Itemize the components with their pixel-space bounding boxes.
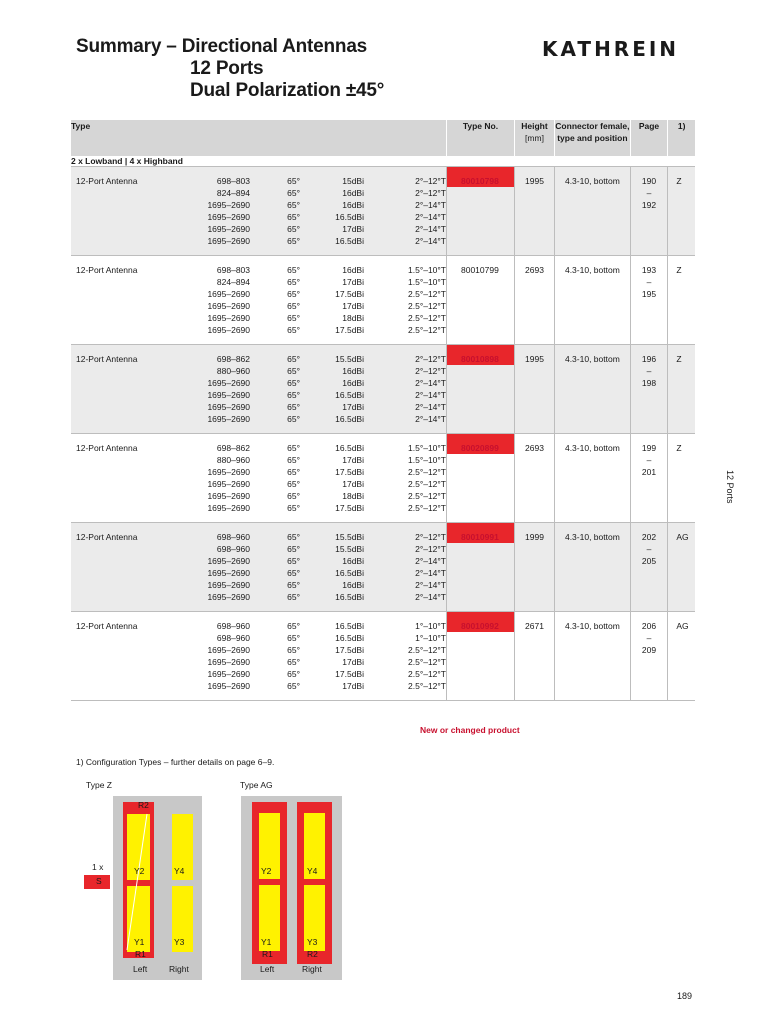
type-no-cell (447, 345, 515, 434)
height-value: 1995 (525, 354, 544, 364)
connector-cell (555, 345, 631, 434)
header-config: 1) (668, 120, 695, 156)
band-value: 17.5dBi (335, 669, 364, 679)
band-value: 2.5°–12°T (408, 669, 446, 679)
header-height: Height [mm] (514, 120, 554, 156)
title-line-1: Summary – Directional Antennas (76, 36, 368, 57)
band-value: 65° (287, 212, 300, 222)
page-cell (630, 523, 668, 612)
band-specs (168, 620, 446, 692)
band-value: 1695–2690 (207, 212, 250, 222)
band-value: 2°–12°T (415, 188, 446, 198)
type-no-cell (447, 612, 515, 701)
band-value: 15.5dBi (335, 544, 364, 554)
band-value: 65° (287, 503, 300, 513)
config-cell (668, 434, 695, 523)
band-value: 2°–12°T (415, 532, 446, 542)
band-value: 698–960 (216, 532, 250, 542)
band-value: 16dBi (342, 200, 364, 210)
table-row (71, 256, 695, 345)
band-value: 698–862 (216, 443, 250, 453)
type-no-cell (447, 434, 515, 523)
band-value: 16dBi (342, 366, 364, 376)
band-value: 1695–2690 (207, 503, 250, 513)
type-no: 80010898 (447, 345, 514, 365)
config-cell (668, 612, 695, 701)
band-value: 1695–2690 (207, 301, 250, 311)
band-value: 2°–14°T (415, 390, 446, 400)
band-value: 65° (287, 669, 300, 679)
type-no: 80020899 (447, 434, 514, 454)
type-z-right: Right (169, 964, 189, 974)
title-line-3: Dual Polarization ±45° (190, 80, 385, 101)
type-z-panel (113, 796, 202, 980)
band-value: 17dBi (342, 479, 364, 489)
band-value: 16dBi (342, 378, 364, 388)
page-range: 193 – 195 (641, 265, 657, 299)
type-z-r2: R2 (138, 800, 149, 810)
height-value: 2693 (525, 443, 544, 453)
band-value: 18dBi (342, 313, 364, 323)
height-value: 1999 (525, 532, 544, 542)
band-value: 2.5°–12°T (408, 325, 446, 335)
height-cell (514, 345, 554, 434)
band-value: 2°–14°T (415, 212, 446, 222)
height-value: 1995 (525, 176, 544, 186)
band-value: 880–960 (216, 455, 250, 465)
band-value: 1695–2690 (207, 580, 250, 590)
band-value: 15.5dBi (335, 354, 364, 364)
band-value: 65° (287, 176, 300, 186)
band-value: 2°–14°T (415, 580, 446, 590)
type-no-cell (447, 523, 515, 612)
band-value: 65° (287, 265, 300, 275)
band-value: 17dBi (342, 224, 364, 234)
band-value: 1.5°–10°T (408, 443, 446, 453)
config-value: Z (676, 443, 682, 453)
band-value: 15dBi (342, 176, 364, 186)
band-value: 17.5dBi (335, 503, 364, 513)
band-value: 65° (287, 455, 300, 465)
summary-table (71, 120, 695, 701)
connector-cell (555, 523, 631, 612)
band-value: 1695–2690 (207, 236, 250, 246)
table-row (71, 167, 695, 256)
band-value: 2.5°–12°T (408, 479, 446, 489)
type-name: 12-Port Antenna (76, 265, 138, 275)
title-line-2: 12 Ports (190, 58, 264, 79)
band-value: 880–960 (216, 366, 250, 376)
type-ag-y3: Y3 (307, 937, 318, 947)
band-value: 16dBi (342, 188, 364, 198)
band-value: 2.5°–12°T (408, 657, 446, 667)
table-row (71, 612, 695, 701)
band-value: 1°–10°T (415, 633, 446, 643)
band-value: 65° (287, 390, 300, 400)
header-page: Page (630, 120, 668, 156)
type-cell (71, 523, 447, 612)
band-value: 65° (287, 633, 300, 643)
band-value: 65° (287, 354, 300, 364)
connector-cell (555, 434, 631, 523)
band-value: 65° (287, 491, 300, 501)
band-value: 2.5°–12°T (408, 681, 446, 691)
band-value: 2°–14°T (415, 236, 446, 246)
type-no: 80010798 (447, 167, 514, 187)
band-value: 2°–14°T (415, 592, 446, 602)
band-value: 65° (287, 556, 300, 566)
page-range: 190 – 192 (641, 176, 657, 210)
config-footnote: 1) Configuration Types – further details on page 6–9. (76, 757, 275, 767)
type-ag-left: Left (260, 964, 275, 974)
page-range: 196 – 198 (641, 354, 657, 388)
band-value: 17.5dBi (335, 467, 364, 477)
connector-cell (555, 256, 631, 345)
type-ag-r2: R2 (307, 949, 318, 959)
band-value: 1695–2690 (207, 479, 250, 489)
type-name: 12-Port Antenna (76, 176, 138, 186)
band-value: 65° (287, 568, 300, 578)
band-specs (168, 264, 446, 336)
type-z-ext-label: 1 x (92, 862, 104, 872)
band-value: 65° (287, 467, 300, 477)
band-value: 1695–2690 (207, 414, 250, 424)
band-value: 1695–2690 (207, 200, 250, 210)
band-value: 16.5dBi (335, 390, 364, 400)
table-row (71, 434, 695, 523)
band-value: 65° (287, 443, 300, 453)
page-title (76, 36, 384, 102)
page-cell (630, 612, 668, 701)
band-value: 698–803 (216, 265, 250, 275)
type-name: 12-Port Antenna (76, 532, 138, 542)
band-value: 824–894 (216, 188, 250, 198)
page-cell (630, 345, 668, 434)
band-value: 824–894 (216, 277, 250, 287)
band-value: 16.5dBi (335, 621, 364, 631)
band-value: 2.5°–12°T (408, 645, 446, 655)
side-tab-label: 12 Ports (725, 470, 735, 504)
type-z-link-line (123, 802, 154, 958)
type-name: 12-Port Antenna (76, 621, 138, 631)
band-value: 2.5°–12°T (408, 301, 446, 311)
connector-value: 4.3-10, bottom (564, 621, 620, 631)
page-range: 202 – 205 (641, 532, 657, 566)
band-value: 17dBi (342, 455, 364, 465)
band-value: 1695–2690 (207, 645, 250, 655)
type-no-cell (447, 256, 515, 345)
band-value: 2°–14°T (415, 224, 446, 234)
band-value: 17dBi (342, 301, 364, 311)
band-value: 65° (287, 224, 300, 234)
band-value: 1.5°–10°T (408, 277, 446, 287)
band-value: 1695–2690 (207, 657, 250, 667)
config-value: Z (676, 354, 682, 364)
band-value: 2.5°–12°T (408, 503, 446, 513)
type-z-ext-port: S (84, 875, 110, 889)
page-range: 199 – 201 (641, 443, 657, 477)
height-cell (514, 612, 554, 701)
band-value: 698–803 (216, 176, 250, 186)
type-cell (71, 345, 447, 434)
height-cell (514, 256, 554, 345)
type-cell (71, 256, 447, 345)
band-value: 65° (287, 366, 300, 376)
band-value: 17dBi (342, 657, 364, 667)
type-cell (71, 434, 447, 523)
config-cell (668, 345, 695, 434)
type-ag-label: Type AG (240, 780, 273, 790)
type-name: 12-Port Antenna (76, 354, 138, 364)
band-specs (168, 175, 446, 247)
band-value: 2.5°–12°T (408, 467, 446, 477)
connector-value: 4.3-10, bottom (564, 265, 620, 275)
band-value: 2°–14°T (415, 568, 446, 578)
band-value: 65° (287, 289, 300, 299)
band-value: 65° (287, 200, 300, 210)
type-ag-y1: Y1 (261, 937, 272, 947)
type-no: 80010991 (447, 523, 514, 543)
type-z-label: Type Z (86, 780, 112, 790)
band-value: 2°–14°T (415, 414, 446, 424)
type-name: 12-Port Antenna (76, 443, 138, 453)
band-value: 1695–2690 (207, 325, 250, 335)
table-row (71, 523, 695, 612)
type-ag-panel (241, 796, 342, 980)
band-value: 65° (287, 277, 300, 287)
band-value: 2.5°–12°T (408, 289, 446, 299)
type-cell (71, 612, 447, 701)
band-value: 698–960 (216, 633, 250, 643)
config-value: AG (676, 621, 689, 631)
band-value: 2°–12°T (415, 176, 446, 186)
band-value: 65° (287, 681, 300, 691)
type-no-cell (447, 167, 515, 256)
config-value: Z (676, 176, 682, 186)
band-value: 2.5°–12°T (408, 313, 446, 323)
height-cell (514, 167, 554, 256)
band-value: 16.5dBi (335, 212, 364, 222)
band-value: 65° (287, 236, 300, 246)
band-value: 65° (287, 592, 300, 602)
connector-value: 4.3-10, bottom (564, 532, 620, 542)
height-value: 2671 (525, 621, 544, 631)
connector-cell (555, 167, 631, 256)
band-value: 65° (287, 188, 300, 198)
type-z-y1: Y1 (134, 937, 145, 947)
header-type: Type (71, 120, 447, 156)
band-value: 2°–14°T (415, 378, 446, 388)
height-cell (514, 434, 554, 523)
band-value: 65° (287, 532, 300, 542)
band-value: 65° (287, 580, 300, 590)
connector-value: 4.3-10, bottom (564, 443, 620, 453)
band-value: 65° (287, 301, 300, 311)
type-no: 80010799 (461, 265, 499, 275)
band-value: 15.5dBi (335, 532, 364, 542)
page-cell (630, 256, 668, 345)
header-connector: Connector female, type and position (555, 120, 631, 156)
config-cell (668, 256, 695, 345)
band-value: 65° (287, 657, 300, 667)
band-value: 16dBi (342, 580, 364, 590)
band-value: 65° (287, 621, 300, 631)
band-value: 1695–2690 (207, 669, 250, 679)
type-z-r1: R1 (135, 949, 146, 959)
band-specs (168, 442, 446, 514)
band-value: 1695–2690 (207, 681, 250, 691)
kathrein-logo: KATHREIN (542, 37, 680, 61)
band-value: 17.5dBi (335, 325, 364, 335)
band-value: 16.5dBi (335, 414, 364, 424)
connector-cell (555, 612, 631, 701)
band-value: 65° (287, 645, 300, 655)
band-value: 2°–12°T (415, 366, 446, 376)
type-z-y2: Y2 (134, 866, 145, 876)
band-value: 16.5dBi (335, 443, 364, 453)
type-no: 80010992 (447, 612, 514, 632)
header-type-no: Type No. (447, 120, 515, 156)
table-row (71, 345, 695, 434)
type-cell (71, 167, 447, 256)
band-value: 65° (287, 479, 300, 489)
band-value: 2°–14°T (415, 402, 446, 412)
config-value: AG (676, 532, 689, 542)
type-ag-right: Right (302, 964, 322, 974)
band-value: 1695–2690 (207, 491, 250, 501)
type-ag-y4: Y4 (307, 866, 318, 876)
height-cell (514, 523, 554, 612)
band-value: 1695–2690 (207, 556, 250, 566)
config-cell (668, 523, 695, 612)
band-value: 1695–2690 (207, 224, 250, 234)
connector-value: 4.3-10, bottom (564, 354, 620, 364)
page-number: 189 (677, 991, 693, 1001)
band-value: 18dBi (342, 491, 364, 501)
config-value: Z (676, 265, 682, 275)
new-product-note: New or changed product (420, 725, 520, 735)
section-row (71, 156, 695, 167)
band-value: 17dBi (342, 277, 364, 287)
band-value: 65° (287, 378, 300, 388)
band-value: 65° (287, 402, 300, 412)
band-value: 17.5dBi (335, 645, 364, 655)
band-value: 2°–14°T (415, 200, 446, 210)
page-cell (630, 167, 668, 256)
band-specs (168, 353, 446, 425)
band-value: 1695–2690 (207, 568, 250, 578)
band-value: 17dBi (342, 402, 364, 412)
band-value: 17.5dBi (335, 289, 364, 299)
page-cell (630, 434, 668, 523)
band-value: 1695–2690 (207, 467, 250, 477)
band-value: 1695–2690 (207, 378, 250, 388)
page-range: 206 – 209 (641, 621, 657, 655)
band-value: 1695–2690 (207, 402, 250, 412)
type-z-y4: Y4 (174, 866, 185, 876)
band-value: 16dBi (342, 265, 364, 275)
band-value: 16.5dBi (335, 633, 364, 643)
band-value: 1°–10°T (415, 621, 446, 631)
band-value: 698–960 (216, 544, 250, 554)
band-value: 1695–2690 (207, 592, 250, 602)
band-value: 65° (287, 544, 300, 554)
band-value: 65° (287, 325, 300, 335)
band-value: 65° (287, 414, 300, 424)
connector-value: 4.3-10, bottom (564, 176, 620, 186)
type-ag-y2: Y2 (261, 866, 272, 876)
band-value: 1695–2690 (207, 313, 250, 323)
band-value: 1.5°–10°T (408, 455, 446, 465)
band-value: 698–862 (216, 354, 250, 364)
section-label: 2 x Lowband | 4 x Highband (71, 156, 695, 167)
height-value: 2693 (525, 265, 544, 275)
band-value: 16.5dBi (335, 592, 364, 602)
type-z-y3: Y3 (174, 937, 185, 947)
table-header-row (71, 120, 695, 156)
band-value: 1695–2690 (207, 390, 250, 400)
band-value: 17dBi (342, 681, 364, 691)
band-value: 2°–14°T (415, 556, 446, 566)
band-value: 16.5dBi (335, 568, 364, 578)
type-ag-r1: R1 (262, 949, 273, 959)
band-value: 698–960 (216, 621, 250, 631)
band-value: 1.5°–10°T (408, 265, 446, 275)
band-value: 16.5dBi (335, 236, 364, 246)
type-z-left: Left (133, 964, 148, 974)
band-value: 65° (287, 313, 300, 323)
band-value: 2.5°–12°T (408, 491, 446, 501)
band-value: 1695–2690 (207, 289, 250, 299)
config-cell (668, 167, 695, 256)
band-value: 2°–12°T (415, 544, 446, 554)
band-value: 2°–12°T (415, 354, 446, 364)
band-specs (168, 531, 446, 603)
band-value: 16dBi (342, 556, 364, 566)
